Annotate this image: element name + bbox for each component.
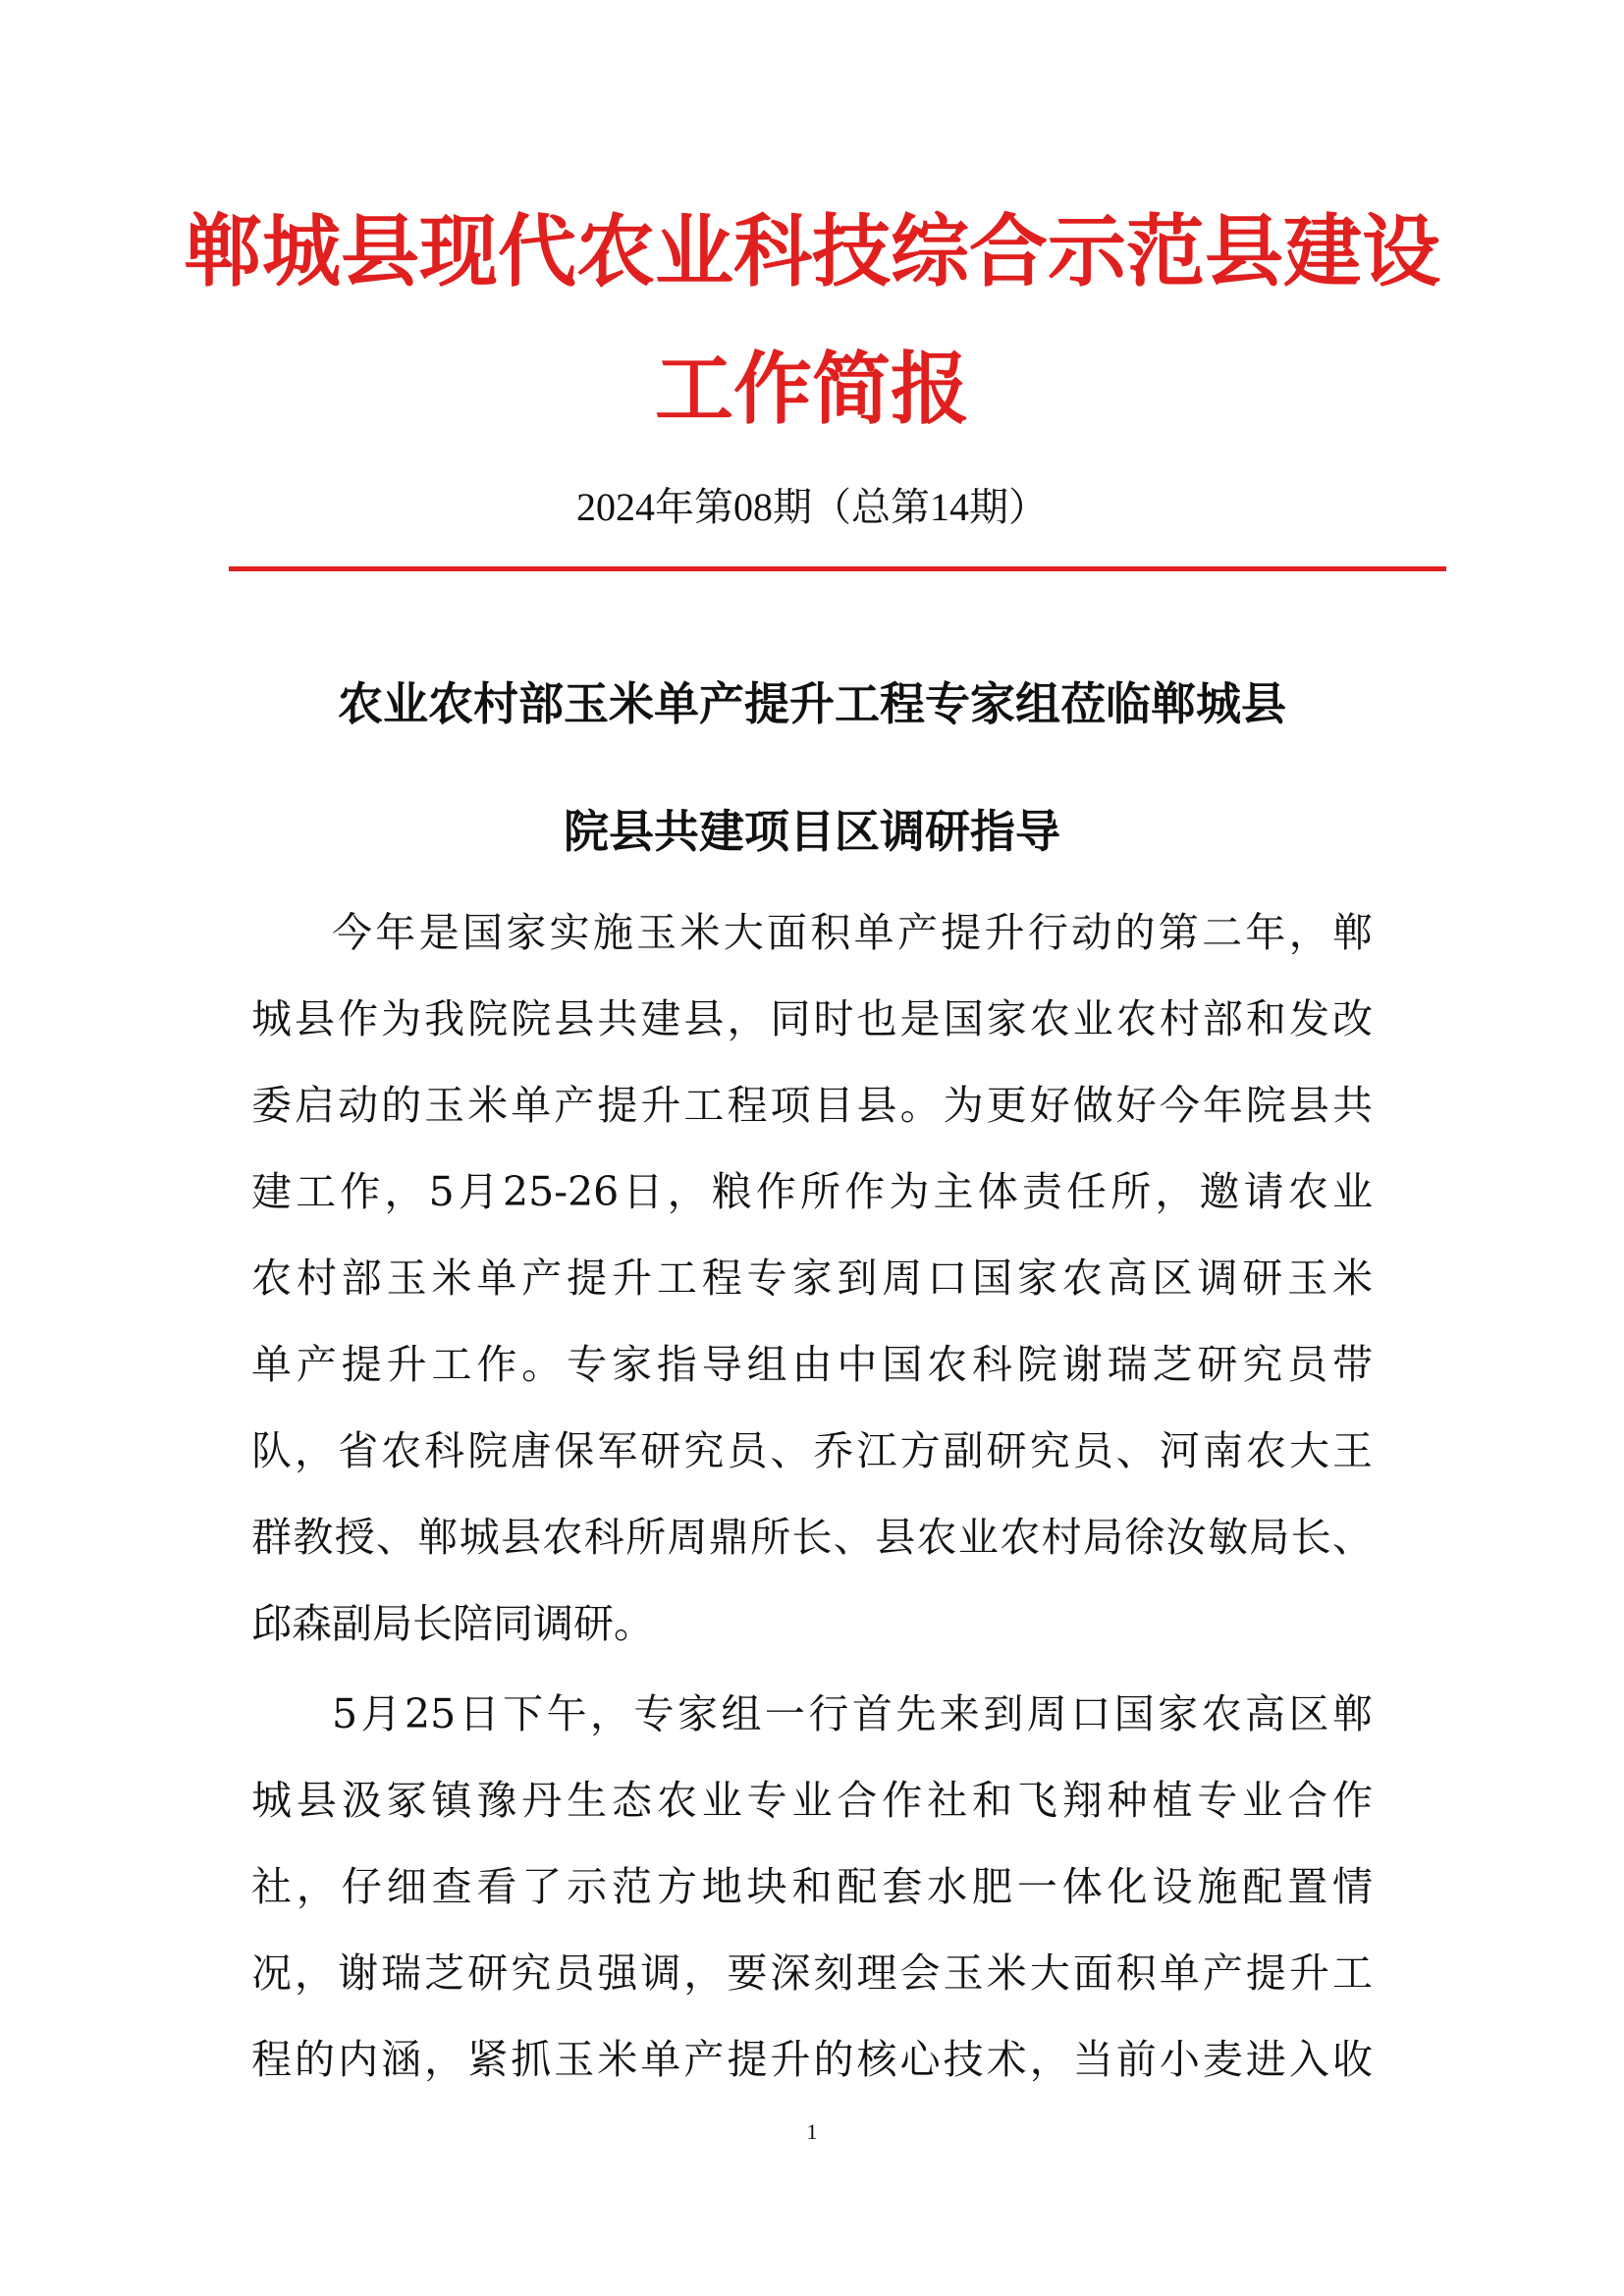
paragraph-line: 委启动的玉米单产提升工程项目县。为更好做好今年院县共 — [251, 1082, 1373, 1129]
paragraph-line: 城县汲冢镇豫丹生态农业专业合作社和飞翔种植专业合作 — [251, 1777, 1373, 1824]
paragraph-line: 况，谢瑞芝研究员强调，要深刻理会玉米大面积单产提升工 — [251, 1949, 1373, 1997]
paragraph-2 — [251, 1671, 1373, 2103]
article-title-line-1: 农业农村部玉米单产提升工程专家组莅临郸城县 — [338, 677, 1286, 730]
paragraph-line: 今年是国家实施玉米大面积单产提升行动的第二年，郸 — [332, 909, 1373, 956]
paragraph-line: 群教授、郸城县农科所周鼎所长、县农业农村局徐汝敏局长、 — [251, 1514, 1373, 1561]
article-title-line-2: 院县共建项目区调研指导 — [564, 805, 1060, 858]
paragraph-line: 队，省农科院唐保军研究员、乔江方副研究员、河南农大王 — [251, 1427, 1373, 1474]
red-divider — [229, 566, 1446, 571]
paragraph-line: 建工作，5月25-26日，粮作所作为主体责任所，邀请农业 — [251, 1168, 1373, 1215]
paragraph-line: 社，仔细查看了示范方地块和配套水肥一体化设施配置情 — [251, 1863, 1373, 1910]
issue-number: 2024年第08期（总第14期） — [576, 485, 1048, 529]
paragraph-line: 农村部玉米单产提升工程专家到周口国家农高区调研玉米 — [251, 1255, 1373, 1302]
paragraph-line: 邱森副局长陪同调研。 — [251, 1600, 654, 1647]
paragraph-line: 5月25日下午，专家组一行首先来到周口国家农高区郸 — [332, 1690, 1373, 1737]
masthead-title-line-1: 郸城县现代农业科技综合示范县建设 — [184, 205, 1440, 297]
paragraph-1 — [251, 889, 1373, 1667]
paragraph-line: 城县作为我院院县共建县，同时也是国家农业农村部和发改 — [251, 995, 1373, 1042]
masthead-title-line-2: 工作简报 — [655, 343, 969, 435]
paragraph-line: 程的内涵，紧抓玉米单产提升的核心技术，当前小麦进入收 — [251, 2036, 1373, 2083]
paragraph-line: 单产提升工作。专家指导组由中国农科院谢瑞芝研究员带 — [251, 1341, 1373, 1388]
page-number: 1 — [806, 2119, 818, 2144]
